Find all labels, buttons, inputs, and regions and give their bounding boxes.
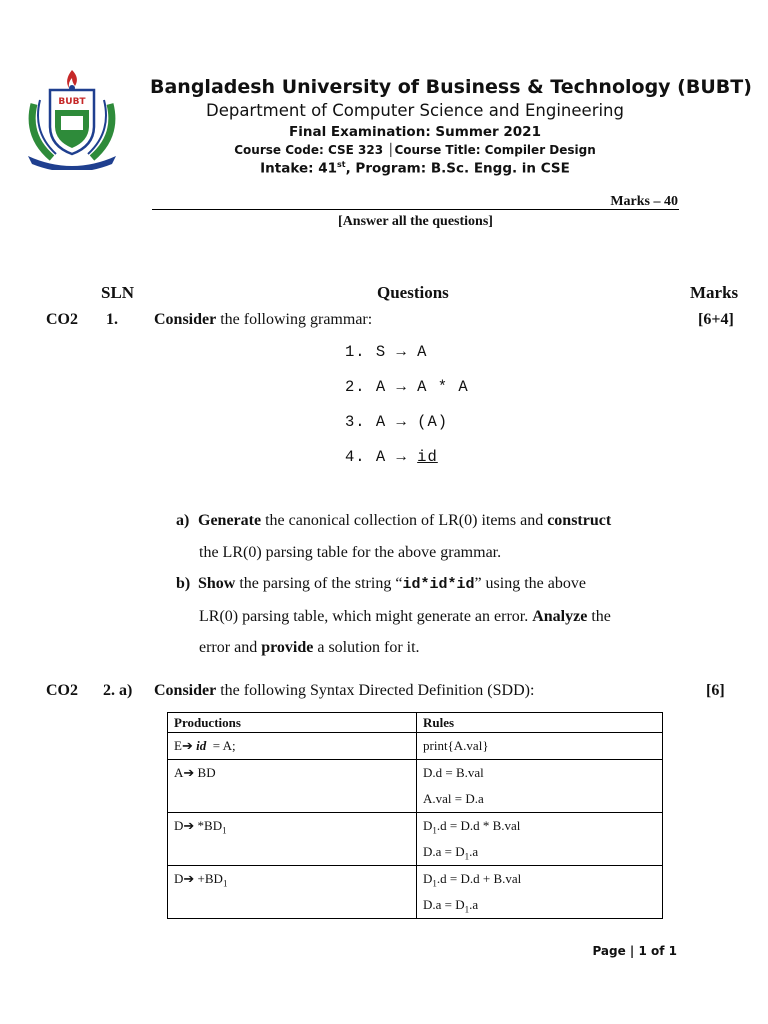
rule-line: A.val = D.a	[423, 791, 484, 806]
prod-lhs: D	[174, 871, 184, 886]
rule-number: 3.	[345, 413, 366, 431]
input-string: id*id*id	[402, 576, 475, 593]
part-b-text: ” using the above	[474, 575, 586, 592]
rule-cell	[417, 866, 663, 919]
grammar-rule	[345, 413, 448, 431]
rule-lhs: S	[375, 343, 387, 361]
prod-rhs: +BD	[194, 871, 223, 886]
arrow-icon: ➔	[181, 738, 193, 753]
sdd-table	[167, 712, 663, 919]
q2-co: CO2	[46, 682, 78, 699]
production-cell	[168, 813, 417, 866]
part-b-keyword: Show	[198, 575, 236, 592]
rule-part: .a	[469, 844, 479, 859]
rule-cell	[417, 733, 663, 760]
q2-lead-rest: the following Syntax Directed Definition (SDD):	[216, 682, 535, 699]
prod-lhs: E	[174, 738, 182, 753]
q1-part-b	[176, 568, 678, 664]
rule-subscript: 1	[432, 825, 437, 836]
arrow-icon: →	[396, 378, 407, 396]
grammar-rule	[345, 343, 427, 361]
q1-marks: [6+4]	[698, 311, 734, 328]
q1-lead-rest: the following grammar:	[216, 311, 373, 328]
rule-subscript: 1	[432, 878, 437, 889]
rule-part: .d = D.d * B.val	[436, 818, 521, 833]
logo-text: BUBT	[58, 97, 86, 107]
course-info: Course Code: CSE 323 │Course Title: Compiler Design	[234, 143, 596, 157]
rule-part: D.a = D	[423, 897, 465, 912]
part-b-text: a solution for it.	[313, 639, 420, 656]
part-a-keyword: Generate	[198, 512, 262, 529]
rule-number: 2.	[345, 378, 366, 396]
part-b-text: error and	[199, 639, 262, 656]
arrow-icon: →	[396, 343, 407, 361]
part-b-tag: b)	[176, 575, 191, 592]
column-questions: Questions	[377, 283, 449, 302]
rule-rhs: (A)	[417, 413, 449, 431]
rule-part: D	[423, 871, 433, 886]
rule-rhs: A * A	[417, 378, 469, 396]
header-rules: Rules	[417, 713, 663, 733]
arrow-icon: ➔	[183, 818, 195, 833]
rule-line: print{A.val}	[423, 738, 489, 753]
rule-number: 1.	[345, 343, 366, 361]
intake-info	[150, 160, 680, 177]
rule-part: .d = D.d + B.val	[436, 871, 522, 886]
university-logo	[22, 66, 122, 170]
part-a-text: the LR(0) parsing table for the above grammar.	[199, 543, 502, 561]
rule-part: D	[423, 818, 433, 833]
rule-lhs: A	[375, 378, 387, 396]
part-a-keyword: construct	[547, 512, 612, 529]
instruction: [Answer all the questions]	[338, 214, 493, 229]
department-name: Department of Computer Science and Engineering	[205, 101, 624, 120]
prod-rhs: *BD	[194, 818, 223, 833]
part-b-text: LR(0) parsing table, which might generate an error.	[199, 607, 533, 625]
arrow-icon: →	[396, 413, 407, 431]
production-cell	[168, 760, 417, 813]
q1-lead	[154, 311, 372, 329]
rule-line: D.d = B.val	[423, 765, 484, 780]
grammar-rule	[345, 448, 438, 466]
table-row	[168, 866, 663, 919]
prod-subscript: 1	[222, 825, 227, 836]
part-b-keyword: provide	[261, 639, 314, 656]
rule-lhs: A	[375, 413, 387, 431]
prod-rhs: BD	[194, 765, 216, 780]
rule-cell	[417, 760, 663, 813]
prod-lhs: A	[174, 765, 184, 780]
q2-number: 2. a)	[103, 682, 133, 699]
part-b-text: the	[587, 607, 611, 625]
rule-lhs: A	[375, 448, 387, 466]
header-productions: Productions	[168, 713, 417, 733]
prod-lhs: D	[174, 818, 184, 833]
rule-subscript: 1	[464, 851, 470, 862]
prod-rhs: = A;	[206, 738, 236, 753]
intake-prefix: Intake: 41	[260, 160, 337, 177]
table-row	[168, 813, 663, 866]
table-row	[168, 760, 663, 813]
rule-subscript: 1	[464, 904, 470, 915]
q1-part-a	[176, 505, 678, 568]
table-row	[168, 733, 663, 760]
prod-rhs-italic: id	[196, 738, 207, 753]
column-sln: SLN	[101, 283, 135, 302]
part-b-text: the parsing of the string “	[235, 575, 403, 592]
rule-rhs: id	[417, 448, 438, 466]
header-divider	[152, 209, 679, 210]
q2-lead-bold: Consider	[154, 682, 217, 699]
page-number: Page | 1 of 1	[592, 944, 677, 958]
part-b-keyword: Analyze	[532, 607, 588, 625]
prod-subscript: 1	[222, 878, 228, 889]
rule-rhs: A	[417, 343, 428, 361]
logo-emblem	[22, 66, 122, 170]
production-cell	[168, 733, 417, 760]
part-a-tag: a)	[176, 512, 190, 529]
arrow-icon: ➔	[183, 765, 195, 780]
intake-suffix: , Program: B.Sc. Engg. in CSE	[345, 160, 570, 177]
arrow-icon: ➔	[183, 871, 195, 886]
production-cell	[168, 866, 417, 919]
table-header-row	[168, 713, 663, 733]
part-a-text: the canonical collection of LR(0) items and	[261, 512, 548, 529]
intake-sup: st	[337, 160, 346, 169]
grammar-rule	[345, 378, 469, 396]
rule-cell	[417, 813, 663, 866]
total-marks: Marks – 40	[610, 194, 678, 209]
column-marks: Marks	[690, 283, 739, 302]
q2-lead	[154, 682, 534, 700]
q1-lead-bold: Consider	[154, 311, 217, 328]
q2-marks: [6]	[706, 682, 725, 699]
exam-title: Final Examination: Summer 2021	[289, 124, 541, 140]
q1-number: 1.	[106, 311, 118, 328]
q1-co: CO2	[46, 311, 78, 328]
university-name: Bangladesh University of Business & Technology (BUBT)	[150, 76, 752, 98]
rule-part: .a	[469, 897, 479, 912]
arrow-icon: →	[396, 448, 407, 466]
rule-part: D.a = D	[423, 844, 465, 859]
rule-number: 4.	[345, 448, 366, 466]
